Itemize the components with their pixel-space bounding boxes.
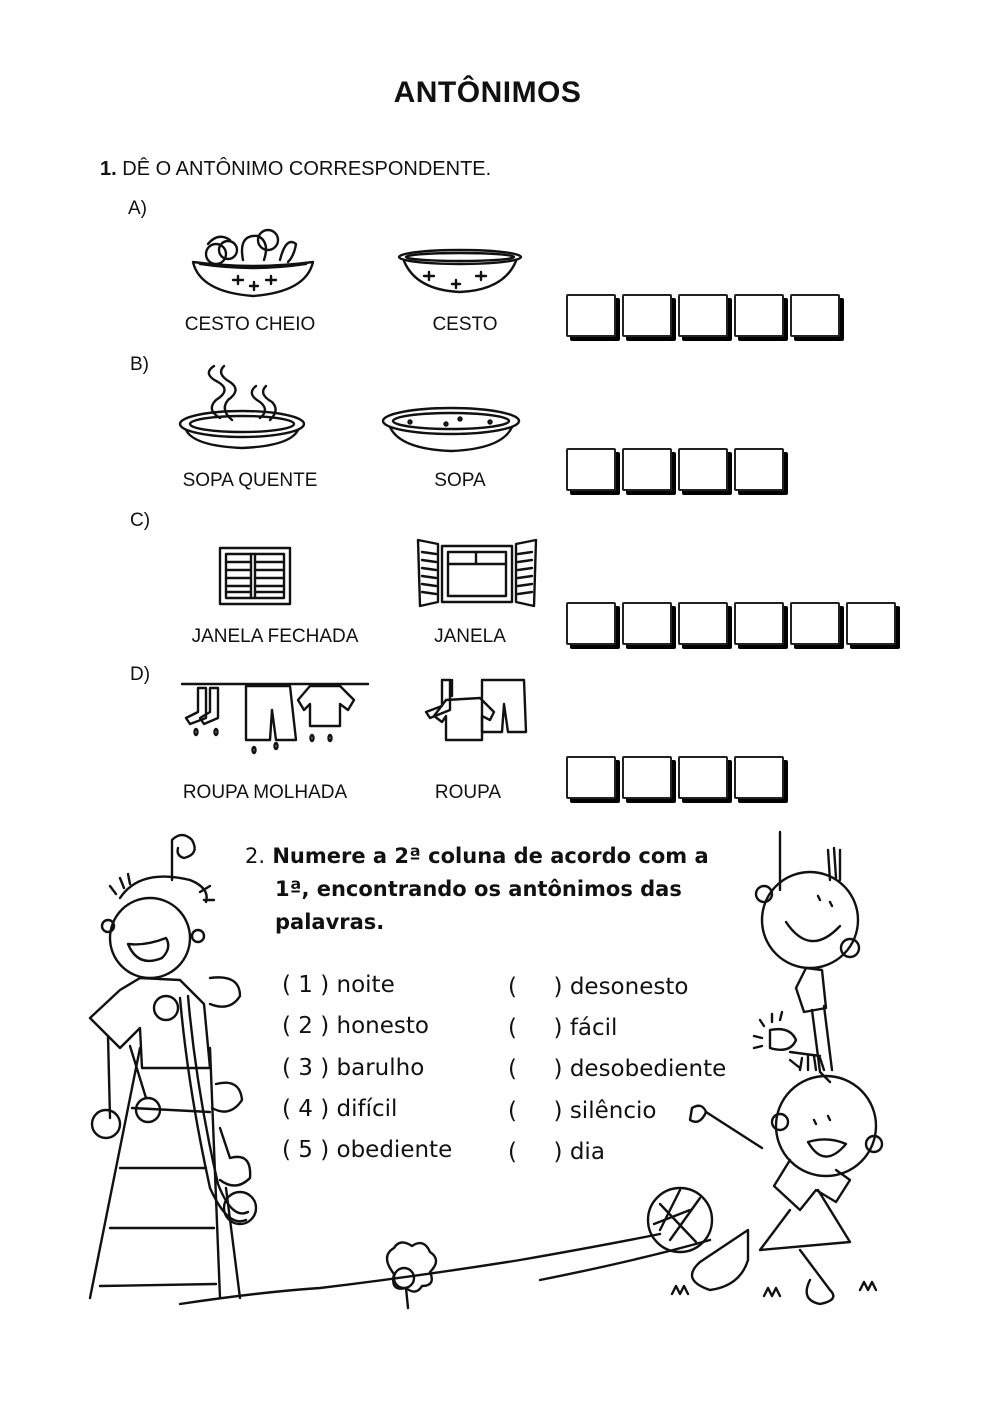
full-fruit-basket-icon: [188, 222, 318, 302]
answer-box[interactable]: [734, 294, 784, 337]
answer-slot[interactable]: ( ): [508, 1139, 563, 1165]
answer-box[interactable]: [678, 294, 728, 337]
soup-bowl-icon: [380, 405, 522, 453]
item-c-right-caption: JANELA: [434, 626, 506, 647]
answer-box[interactable]: [678, 602, 728, 645]
open-window-icon: [414, 538, 540, 608]
item-b-left-caption: SOPA QUENTE: [182, 470, 318, 491]
exercise2-line3: palavras.: [275, 910, 385, 934]
column2-item[interactable]: ( ) silêncio: [508, 1098, 657, 1124]
column1-item: ( 2 ) honesto: [282, 1013, 429, 1039]
column1-item: ( 4 ) difícil: [282, 1096, 398, 1122]
answer-box[interactable]: [622, 294, 672, 337]
column1-item: ( 5 ) obediente: [282, 1137, 453, 1163]
answer-box[interactable]: [790, 294, 840, 337]
exercise1-number: 1.: [100, 158, 117, 180]
item-a-letter: A): [128, 198, 147, 219]
answer-box[interactable]: [734, 448, 784, 491]
item-d-answer-boxes: [566, 756, 784, 799]
wet-clothes-on-line-icon: [180, 680, 370, 760]
answer-box[interactable]: [678, 448, 728, 491]
answer-box[interactable]: [790, 602, 840, 645]
answer-box[interactable]: [622, 602, 672, 645]
item-d-letter: D): [130, 664, 151, 685]
item-c-left-caption: JANELA FECHADA: [191, 626, 359, 647]
answer-box[interactable]: [566, 294, 616, 337]
item-c-letter: C): [130, 510, 151, 531]
answer-box[interactable]: [566, 448, 616, 491]
column1-item: ( 1 ) noite: [282, 972, 395, 998]
answer-box[interactable]: [622, 756, 672, 799]
answer-slot[interactable]: ( ): [508, 974, 563, 1000]
answer-box[interactable]: [734, 602, 784, 645]
column2-item[interactable]: ( ) fácil: [508, 1015, 618, 1041]
empty-basket-icon: [396, 248, 524, 298]
ground-line: [180, 1200, 700, 1310]
column1-item: ( 3 ) barulho: [282, 1055, 425, 1081]
exercise1-instruction: DÊ O ANTÔNIMO CORRESPONDENTE.: [122, 158, 492, 180]
item-c-answer-boxes: [566, 602, 896, 645]
column2-item[interactable]: ( ) desonesto: [508, 974, 689, 1000]
exercise1-heading: [100, 158, 491, 181]
item-a-answer-boxes: [566, 294, 840, 337]
exercise2-line1: 2. Numere a 2ª coluna de acordo com a: [245, 844, 709, 868]
dry-clothes-icon: [420, 676, 540, 746]
answer-box[interactable]: [622, 448, 672, 491]
item-a-left-caption: CESTO CHEIO: [184, 314, 316, 335]
answer-box[interactable]: [678, 756, 728, 799]
answer-slot[interactable]: ( ): [508, 1056, 563, 1082]
item-b-right-caption: SOPA: [434, 470, 486, 491]
item-a-right-caption: CESTO: [432, 314, 498, 335]
column2-item[interactable]: ( ) desobediente: [508, 1056, 727, 1082]
answer-box[interactable]: [566, 602, 616, 645]
page-title: ANTÔNIMOS: [393, 76, 582, 109]
item-b-answer-boxes: [566, 448, 784, 491]
item-b-letter: B): [130, 354, 149, 375]
answer-box[interactable]: [566, 756, 616, 799]
answer-slot[interactable]: ( ): [508, 1098, 563, 1124]
steaming-soup-bowl-icon: [176, 362, 308, 452]
answer-box[interactable]: [846, 602, 896, 645]
exercise2-line2: 1ª, encontrando os antônimos das: [275, 877, 682, 901]
column2-item[interactable]: ( ) dia: [508, 1139, 605, 1165]
item-d-left-caption: ROUPA MOLHADA: [182, 782, 348, 803]
closed-window-icon: [218, 546, 292, 606]
answer-slot[interactable]: ( ): [508, 1015, 563, 1041]
answer-box[interactable]: [734, 756, 784, 799]
item-d-right-caption: ROUPA: [434, 782, 502, 803]
